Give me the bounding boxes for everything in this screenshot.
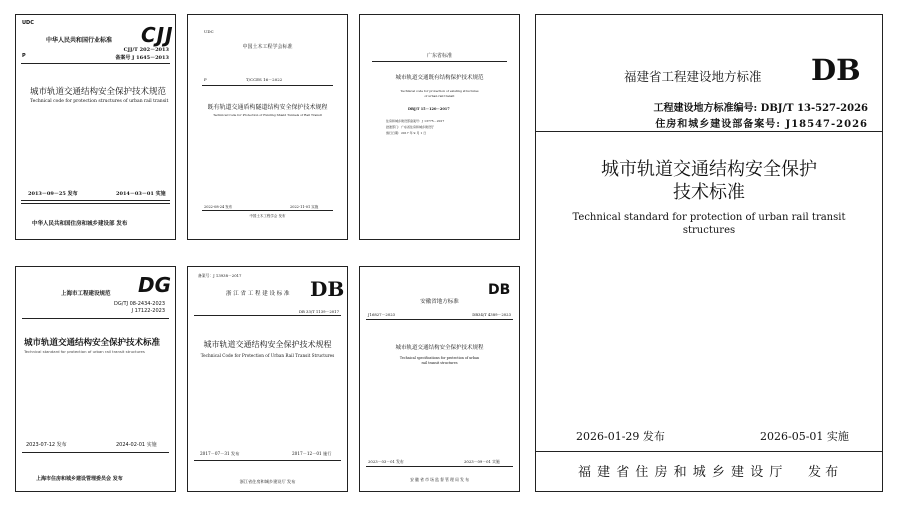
issuer: 上海市住房和城乡建设管理委员会 发布 <box>36 476 123 482</box>
title-cn: 既有轨道交通盾构隧道结构安全保护技术规程 <box>207 104 328 111</box>
divider <box>536 451 882 452</box>
divider <box>21 63 170 64</box>
standard-code: DBJ/T 15－120－2017 <box>408 107 450 111</box>
title-en-line-2: rail transit structures <box>421 361 458 365</box>
provincial-standard-label: 福建省工程建设地方标准 <box>624 69 762 84</box>
standard-code: CJJ/T 202－2013 <box>123 47 169 53</box>
dg-logo: DG <box>138 273 172 297</box>
cover-zhejiang-2017 <box>187 266 348 492</box>
provincial-standard-label: 安徽省地方标准 <box>420 299 459 305</box>
cover-shanghai-2023 <box>15 266 176 492</box>
filing-number: J 17122-2023 <box>131 308 165 314</box>
divider <box>21 200 170 201</box>
divider <box>202 85 333 86</box>
filing-number: 备案号：J 13938－2017 <box>198 273 242 278</box>
issue-date: 2023-07-12 发布 <box>26 442 67 448</box>
divider <box>194 315 341 316</box>
title-cn: 城市轨道交通结构安全保护技术规范 <box>30 87 167 97</box>
cjj-logo: CJJ <box>141 23 174 47</box>
filing-number: 住房和城乡建设部备案号: J18547-2026 <box>655 119 868 130</box>
title-cn: 城市轨道交通结构安全保护技术规程 <box>395 345 484 351</box>
issuer: 浙江省住房和城乡建设厅 发布 <box>239 479 296 484</box>
issue-word: 发 布 <box>808 465 839 480</box>
title-cn: 城市轨道交通结构安全保护技术标准 <box>24 338 161 348</box>
udc-label: UDC <box>22 20 34 26</box>
divider <box>202 210 333 211</box>
divider <box>22 452 169 453</box>
filing-number: J16827－2023 <box>368 312 396 317</box>
issuer: 安 徽 省 市 场 监 督 管 理 局 发 布 <box>410 477 469 482</box>
implementation-date: 2026-05-01 实施 <box>760 430 849 443</box>
db-logo: DB <box>488 282 511 298</box>
title-en-line-1: Technical specifications for protection of urban <box>399 356 480 360</box>
standard-code: 工程建设地方标准编号: DBJ/T 13-527-2026 <box>653 103 868 114</box>
cover-fujian-2026 <box>535 14 883 492</box>
title-en: Technical code for protection structures of urban rail transit <box>30 99 169 104</box>
divider <box>536 131 882 132</box>
filing-number: 备案号 J 1645－2013 <box>115 55 169 61</box>
implementation-date: 2023－09－01 实施 <box>464 459 500 464</box>
issue-date: 2013－09－25 发布 <box>28 191 78 197</box>
db-logo: DB <box>811 53 861 87</box>
implementation-date: 2022-11-01 实施 <box>290 205 319 209</box>
filing-number: 住房和城乡建设部备案号：J 13775－2017 <box>386 119 445 123</box>
approving-authority: 批准部门：广东省住房和城乡建设厅 <box>386 125 435 129</box>
title-cn-line-2: 技术标准 <box>673 182 745 203</box>
cover-anhui-2023 <box>359 266 520 492</box>
issuer: 中华人民共和国住房和城乡建设部 发布 <box>32 221 128 227</box>
implementation-date: 2017－12－01 施行 <box>292 451 332 456</box>
udc-label: UDC <box>204 29 214 34</box>
province-standard-label: 广东省标准 <box>426 53 452 59</box>
society-label: 中国土木工程学会标准 <box>242 44 293 50</box>
standard-code: DB34/T 4389－2023 <box>472 312 511 317</box>
effective-date: 施行日期：2017 年 9 月 1 日 <box>386 131 427 135</box>
issue-date: 2017－07－31 发布 <box>200 451 240 456</box>
standard-code: DG/TJ 08-2434-2023 <box>114 301 165 307</box>
provincial-standard-label: 浙 江 省 工 程 建 设 标 准 <box>226 291 290 297</box>
title-en-line-2: structures <box>682 225 736 236</box>
title-en: Technical Code for Protection of Existing Shield Tunnels of Rail Transit <box>213 113 322 117</box>
title-cn-line-1: 城市轨道交通结构安全保护 <box>601 159 817 180</box>
cover-guangdong-2017 <box>359 14 520 240</box>
implementation-date: 2014－03－01 实施 <box>116 191 166 197</box>
issue-date: 2023－03－01 发布 <box>368 459 404 464</box>
divider <box>22 318 169 319</box>
title-en: Technical Code for Protection of Urban Rail Transit Structures <box>200 353 335 358</box>
title-en-line-1: Technical code for protection of existing structures <box>400 89 479 93</box>
p-label: P <box>204 77 207 82</box>
standard-code: T/CCES 16－2022 <box>246 77 283 82</box>
issuer: 福 建 省 住 房 和 城 乡 建 设 厅 <box>578 465 784 480</box>
issue-date: 2026-01-29 发布 <box>576 430 665 443</box>
divider <box>366 466 513 467</box>
issuer: 中国土木工程学会 发布 <box>249 214 286 218</box>
title-cn: 城市轨道交通结构安全保护技术规程 <box>203 340 332 349</box>
regulation-label: 上海市工程建设规范 <box>61 291 111 297</box>
cover-cces-2022 <box>187 14 348 240</box>
standard-code: DB 33/T 1139－2017 <box>298 309 339 314</box>
title-en-line-2: of urban rail transit <box>424 94 455 98</box>
title-en: Technical standard for protection of urban rail transit structures <box>24 349 145 354</box>
p-label: P <box>22 53 26 59</box>
national-standard-label: 中华人民共和国行业标准 <box>46 37 113 44</box>
implementation-date: 2024-02-01 实施 <box>116 442 157 448</box>
db-logo: DB <box>310 277 345 301</box>
divider <box>372 61 507 62</box>
issue-date: 2022-08-24 发布 <box>204 205 233 209</box>
divider <box>366 319 513 320</box>
title-en-line-1: Technical standard for protection of urban rail transit <box>572 212 846 223</box>
divider <box>21 203 170 204</box>
title-cn: 城市轨道交通既有结构保护技术规范 <box>395 75 484 81</box>
cover-cjj-2013 <box>15 14 176 240</box>
divider <box>194 460 341 461</box>
